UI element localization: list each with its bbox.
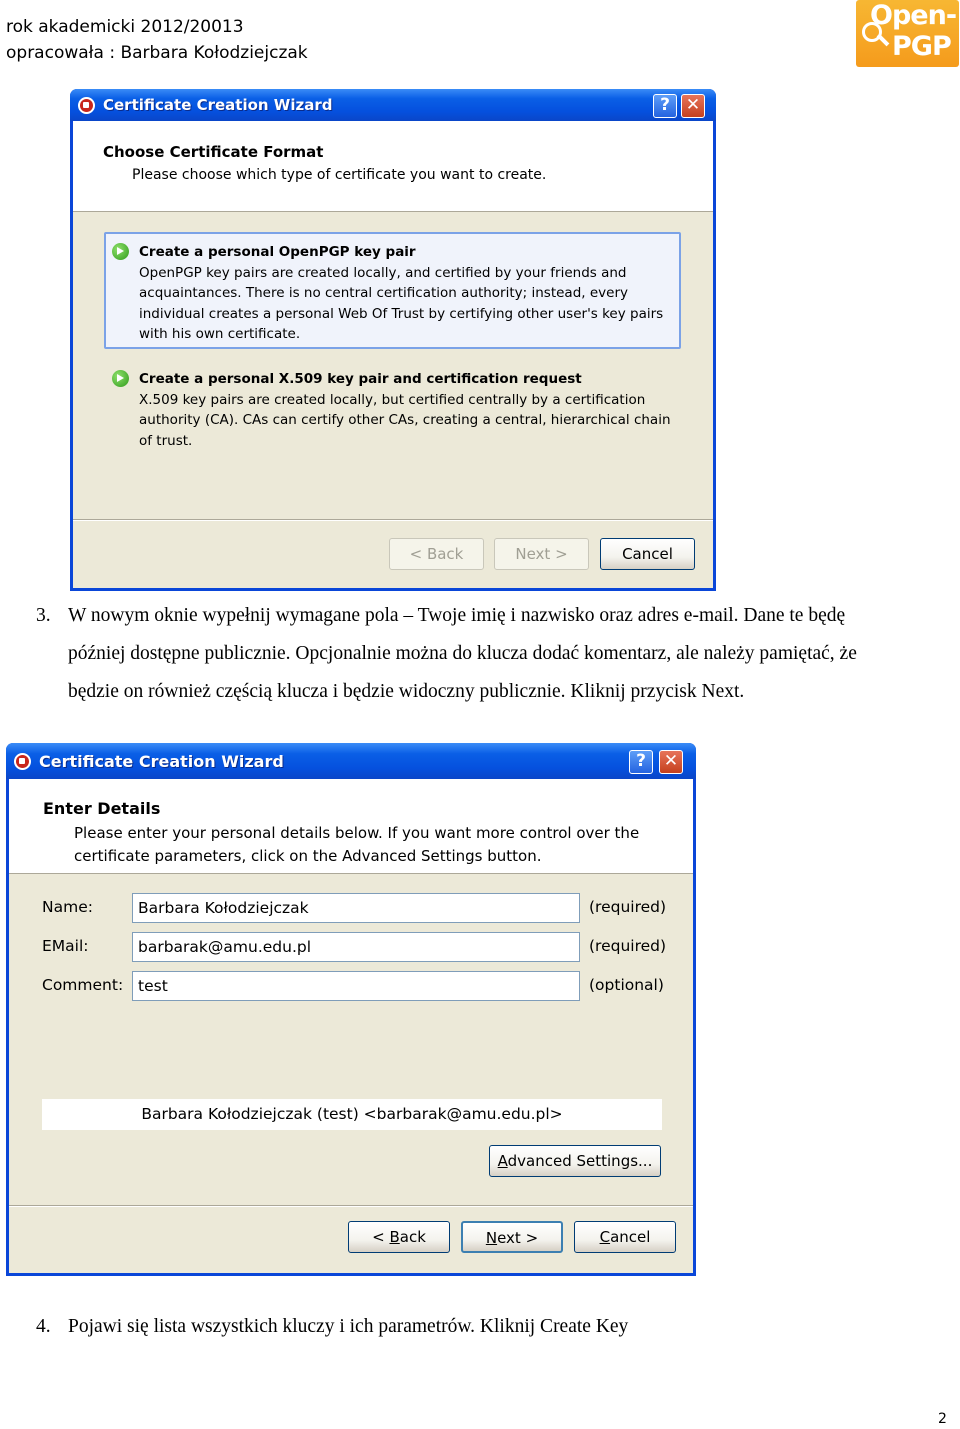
email-input[interactable]: barbarak@amu.edu.pl [132,932,580,962]
next-button[interactable]: Next > [461,1221,563,1253]
option-openpgp[interactable] [139,242,663,345]
option-x509-desc-2: authority (CA). CAs can certify other CAs, creating a central, hierarchical chain [139,412,671,428]
banner-subtitle [74,822,639,868]
help-button[interactable]: ? [629,750,653,774]
step-4-text: Pojawi się lista wszystkich kluczy i ich parametrów. Kliknij Create Key [68,1316,629,1337]
step-3-line-1: W nowym oknie wypełnij wymagane pola – Twoje imię i nazwisko oraz adres e-mail. Dane te będę [68,605,846,626]
option-x509-title: Create a personal X.509 key pair and certification request [139,371,582,387]
option-openpgp-desc-3: individual creates a personal Web Of Trust by certifying other user's key pairs [139,305,664,322]
name-required-hint: (required) [589,898,667,916]
dialog-choose-format [70,89,716,591]
openpgp-logo [856,0,959,67]
comment-label: Comment: [42,976,124,994]
comment-input[interactable]: test [132,971,580,1001]
dialog-client-area [73,121,713,588]
option-openpgp-title: Create a personal OpenPGP key pair [139,244,416,260]
separator [73,519,713,521]
close-button[interactable]: ✕ [681,94,705,118]
next-button[interactable]: Next > [494,538,589,570]
banner-subtitle-line-1: Please enter your personal details below. If you want more control over the [74,824,640,842]
comment-optional-hint: (optional) [589,976,664,994]
logo-text-open: Open- [870,0,957,31]
logo-text-pgp: PGP [892,31,951,62]
wizard-banner [73,121,713,212]
arrow-right-icon [112,370,129,387]
step-3-line-2: później dostępne publicznie. Opcjonalnie można do klucza dodać komentarz, ale należy pamiętać, że [68,643,857,664]
help-button[interactable]: ? [653,94,677,118]
window-title: Certificate Creation Wizard [39,752,284,771]
separator [9,1205,693,1207]
banner-title: Choose Certificate Format [103,143,324,161]
page-number: 2 [938,1411,947,1427]
window-title: Certificate Creation Wizard [103,96,333,114]
header-academic-year: rok akademicki 2012/20013 [6,17,244,37]
close-button[interactable]: ✕ [659,750,683,774]
step-4-number: 4. [36,1316,51,1337]
back-button[interactable]: < Back [389,538,484,570]
title-bar[interactable] [70,89,716,121]
header-author: opracowała : Barbara Kołodziejczak [6,43,308,63]
option-x509-desc-1: X.509 key pairs are created locally, but certified centrally by a certification [139,391,646,408]
step-3-line-3: będzie on również częścią klucza i będzie widoczny publicznie. Kliknij przycisk Next. [68,681,745,702]
advanced-settings-button[interactable]: Advanced Settings... [489,1145,661,1177]
app-icon [78,97,95,114]
banner-subtitle: Please choose which type of certificate you want to create. [132,167,547,183]
dialog-client-area [9,779,693,1273]
step-3-number: 3. [36,605,51,626]
app-icon [14,753,31,770]
step-4-paragraph [36,1308,956,1346]
cancel-button[interactable]: Cancel [574,1221,676,1253]
user-id-preview: Barbara Kołodziejczak (test) <barbarak@amu.edu.pl> [42,1099,662,1130]
cancel-button[interactable]: Cancel [600,538,695,570]
arrow-right-icon [112,243,129,260]
wizard-banner [9,779,693,874]
name-input[interactable]: Barbara Kołodziejczak [132,893,580,923]
email-required-hint: (required) [589,937,667,955]
back-button[interactable]: < Back [348,1221,450,1253]
option-openpgp-desc-1: OpenPGP key pairs are created locally, and certified by your friends and [139,264,627,281]
option-x509-desc-3: of trust. [139,432,193,449]
name-label: Name: [42,898,93,916]
banner-title: Enter Details [43,799,161,818]
banner-subtitle-line-2: certificate parameters, click on the Advanced Settings button. [74,847,542,865]
option-openpgp-desc-2: acquaintances. There is no central certification authority; instead, every [139,285,628,301]
option-openpgp-desc-4: with his own certificate. [139,326,301,342]
step-3-paragraph [36,597,956,711]
title-bar[interactable] [6,743,696,779]
email-label: EMail: [42,937,89,955]
dialog-enter-details [6,743,696,1276]
option-x509[interactable] [139,369,671,451]
